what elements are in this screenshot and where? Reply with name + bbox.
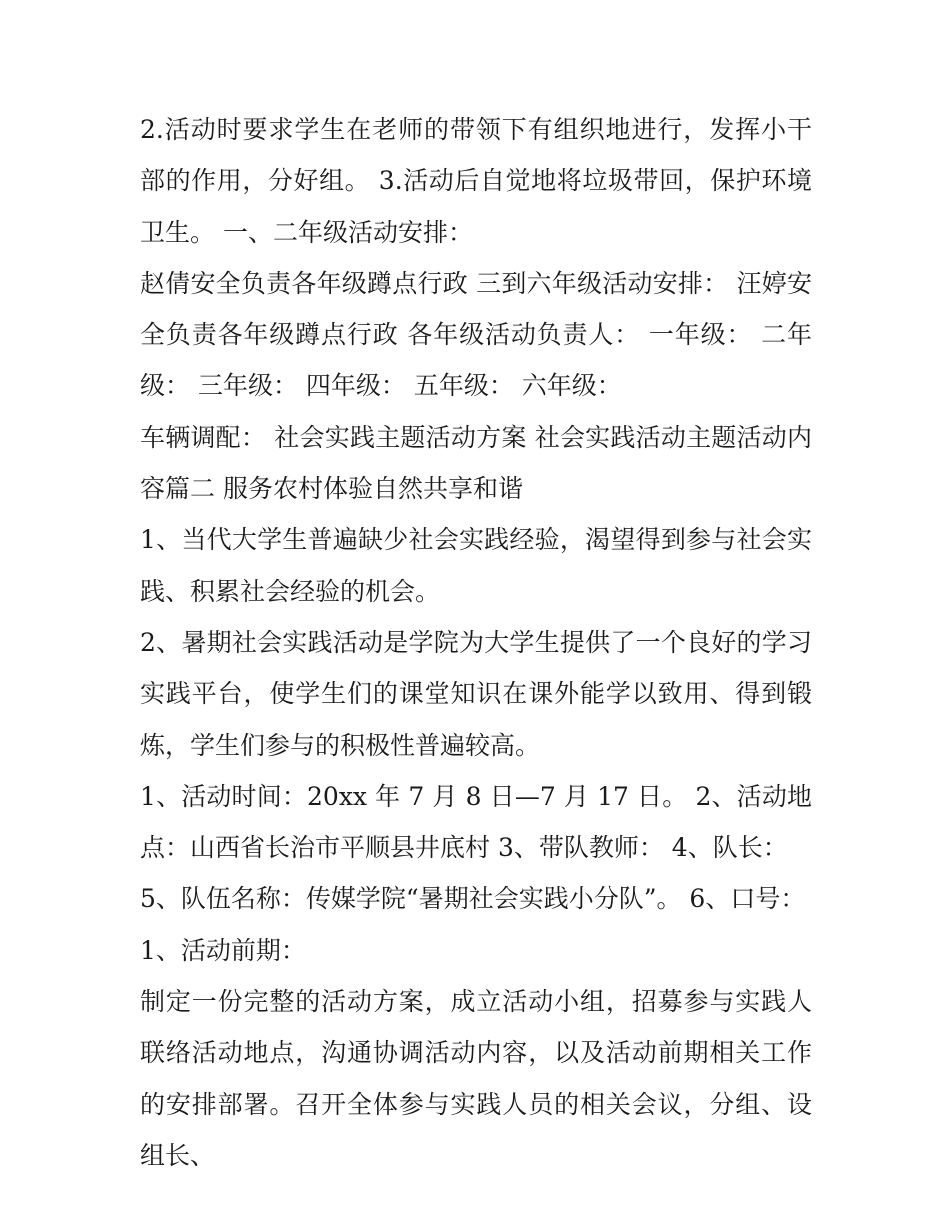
paragraph-vehicle-and-plan-title: 车辆调配： 社会实践主题活动方案 社会实践活动主题活动内容篇二 服务农村体验自然共享和谐 <box>140 422 812 504</box>
paragraph-background-2: 2、暑期社会实践活动是学院为大学生提供了一个良好的学习实践平台，使学生们的课堂知识在课外能学以致用、得到锻炼，学生们参与的积极性普遍较高。 <box>140 627 812 760</box>
paragraph-time-and-place: 1、活动时间：20xx 年 7 月 8 日—7 月 17 日。 2、活动地点：山西省长治市平顺县井底村 3、带队教师： 4、队长： <box>140 781 812 863</box>
paragraph-team-name: 5、队伍名称：传媒学院“暑期社会实践小分队”。 6、口号： <box>140 884 806 914</box>
document-body <box>140 104 812 1181</box>
paragraph-early-stage-details: 制定一份完整的活动方案，成立活动小组，招募参与实践人联络活动地点，沟通协调活动内容，以及活动前期相关工作的安排部署。召开全体参与实践人员的相关会议，分组、设组长、 <box>140 987 812 1170</box>
paragraph-activity-requirements: 2.活动时要求学生在老师的带领下有组织地进行，发挥小干部的作用，分好组。 3.活动后自觉地将垃圾带回，保护环境卫生。 一、二年级活动安排： <box>140 115 812 247</box>
paragraph-responsibility-assignments: 赵倩安全负责各年级蹲点行政 三到六年级活动安排： 汪婷安全负责各年级蹲点行政 各年级活动负责人： 一年级： 二年级： 三年级： 四年级： 五年级： 六年级： <box>140 268 812 401</box>
paragraph-background-1: 1、当代大学生普遍缺少社会实践经验，渴望得到参与社会实践、积累社会经验的机会。 <box>140 525 812 606</box>
paragraph-early-stage-heading: 1、活动前期： <box>140 935 306 965</box>
